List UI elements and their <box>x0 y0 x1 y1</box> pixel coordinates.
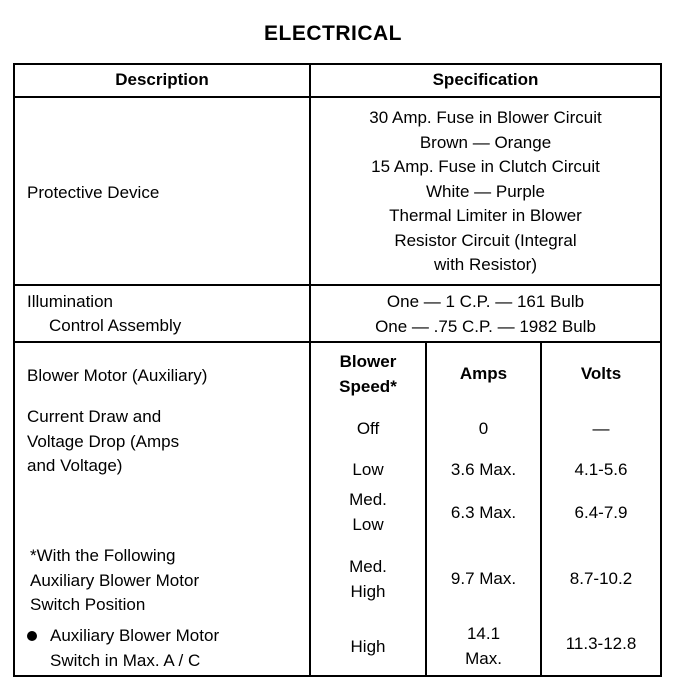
text-line: Auxiliary Blower Motor <box>30 570 200 590</box>
spec-line: Thermal Limiter in Blower <box>389 206 582 225</box>
amps-line: Max. <box>465 648 502 668</box>
amps-cell: 6.3 Max. <box>450 503 517 522</box>
spec-line: Resistor Circuit (Integral <box>394 230 577 250</box>
description-header: Description <box>115 70 209 89</box>
control-assembly-label: Control Assembly <box>49 316 182 335</box>
header-rule <box>13 96 662 98</box>
amps-cell: 9.7 Max. <box>450 569 517 588</box>
text-line: and Voltage) <box>27 456 123 475</box>
amps-header: Amps <box>459 364 508 383</box>
volts-cell: 6.4-7.9 <box>574 503 628 522</box>
spec-line: One — 1 C.P. — 161 Bulb <box>386 292 585 311</box>
amps-cell: 3.6 Max. <box>450 460 517 479</box>
protective-device-label: Protective Device <box>27 183 160 202</box>
illumination-label: Illumination <box>27 292 113 311</box>
spec-line: with Resistor) <box>434 255 537 274</box>
blower-speed-header <box>311 350 425 399</box>
speed-cell <box>311 555 425 604</box>
text-line: *With the Following <box>30 546 176 565</box>
volts-cell: — <box>592 419 610 438</box>
text-line: Voltage Drop (Amps <box>27 431 180 451</box>
spec-line: 15 Amp. Fuse in Clutch Circuit <box>371 157 600 176</box>
text-line: Switch in Max. A / C <box>50 650 201 670</box>
page-title: ELECTRICAL <box>264 22 402 45</box>
spec-line: 30 Amp. Fuse in Blower Circuit <box>369 108 602 127</box>
row-rule-1 <box>13 284 662 286</box>
amps-line: 14.1 <box>466 624 501 643</box>
volts-cell: 11.3-12.8 <box>565 634 637 653</box>
text-line: Switch Position <box>30 595 146 614</box>
speed-line: High <box>350 581 386 601</box>
volts-cell: 8.7-10.2 <box>569 569 633 588</box>
blower-motor-label: Blower Motor (Auxiliary) <box>27 366 208 385</box>
header-line: Blower <box>339 352 397 371</box>
speed-line: Med. <box>349 490 387 509</box>
switch-note <box>30 544 199 618</box>
speed-line: Med. <box>349 557 387 576</box>
protective-spec <box>311 106 660 278</box>
speed-line: Low <box>352 514 384 534</box>
amps-cell: 0 <box>478 419 489 438</box>
amps-cell <box>427 622 540 671</box>
volts-header: Volts <box>580 364 622 383</box>
speed-cell: Low <box>352 460 384 479</box>
speed-cell: Off <box>356 419 380 438</box>
volts-cell: 4.1-5.6 <box>574 460 628 479</box>
specification-header: Specification <box>432 70 539 89</box>
bullet-icon <box>27 631 37 641</box>
spec-line: White — Purple <box>425 181 546 201</box>
speed-cell <box>311 488 425 537</box>
text-line: Auxiliary Blower Motor <box>50 626 220 645</box>
speed-cell: High <box>350 637 386 656</box>
current-draw-label <box>27 405 179 479</box>
text-line: Current Draw and <box>27 407 162 426</box>
illumination-spec <box>311 290 660 339</box>
bullet-note <box>50 624 219 673</box>
header-line: Speed* <box>339 376 397 396</box>
spec-line: One — .75 C.P. — 1982 Bulb <box>375 316 596 336</box>
spec-line: Brown — Orange <box>419 132 552 152</box>
row-rule-2 <box>13 341 662 343</box>
